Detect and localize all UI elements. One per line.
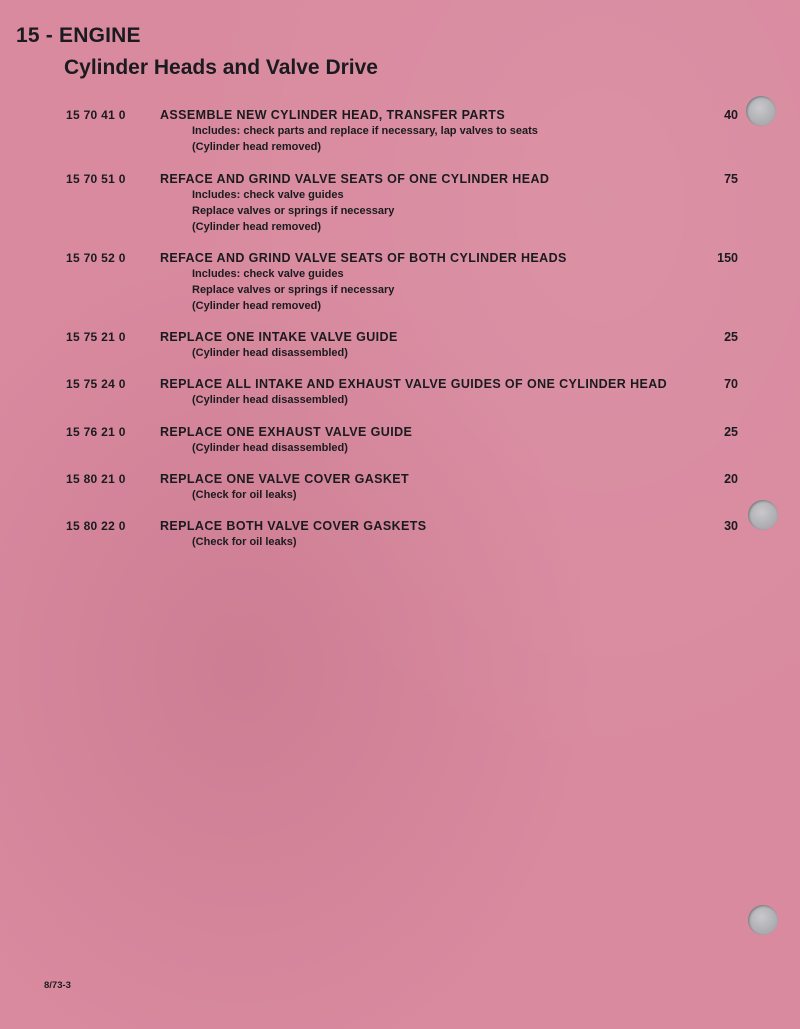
operation-code: 15 80 22 0 [66, 519, 126, 533]
operation-title: REFACE AND GRIND VALVE SEATS OF ONE CYLINDER HEAD [160, 172, 550, 186]
operation-note: Includes: check valve guides [192, 268, 344, 280]
operation-code: 15 75 24 0 [66, 377, 126, 391]
operation-code: 15 70 41 0 [66, 108, 126, 122]
operation-title: REPLACE ONE INTAKE VALVE GUIDE [160, 330, 398, 344]
operation-time: 70 [724, 377, 738, 391]
operation-title: REPLACE ONE EXHAUST VALVE GUIDE [160, 425, 413, 439]
operation-time: 150 [717, 251, 738, 265]
operation-time: 75 [724, 172, 738, 186]
operation-note: (Cylinder head removed) [192, 221, 321, 233]
subsection-title: Cylinder Heads and Valve Drive [64, 56, 378, 79]
operation-note: (Cylinder head disassembled) [192, 394, 348, 406]
operation-title: ASSEMBLE NEW CYLINDER HEAD, TRANSFER PARTS [160, 108, 506, 122]
operation-note: (Check for oil leaks) [192, 489, 297, 501]
operation-code: 15 75 21 0 [66, 330, 126, 344]
operation-title: REFACE AND GRIND VALVE SEATS OF BOTH CYLINDER HEADS [160, 251, 567, 265]
operation-code: 15 76 21 0 [66, 425, 126, 439]
operation-note: Includes: check parts and replace if necessary, lap valves to seats [192, 125, 538, 137]
operation-time: 40 [724, 108, 738, 122]
operation-code: 15 70 51 0 [66, 172, 126, 186]
operation-time: 25 [724, 330, 738, 344]
operation-note: Replace valves or springs if necessary [192, 205, 395, 217]
binder-hole [748, 500, 778, 530]
operation-note: (Cylinder head removed) [192, 141, 321, 153]
operation-time: 25 [724, 425, 738, 439]
operation-note: (Cylinder head removed) [192, 300, 321, 312]
operation-title: REPLACE ONE VALVE COVER GASKET [160, 472, 410, 486]
operation-title: REPLACE ALL INTAKE AND EXHAUST VALVE GUIDES OF ONE CYLINDER HEAD [160, 377, 668, 391]
operation-note: (Cylinder head disassembled) [192, 347, 348, 359]
binder-hole [746, 96, 776, 126]
operation-note: (Cylinder head disassembled) [192, 442, 348, 454]
operation-note: Includes: check valve guides [192, 189, 344, 201]
page-footer: 8/73-3 [44, 980, 71, 991]
binder-hole [748, 905, 778, 935]
operation-code: 15 70 52 0 [66, 251, 126, 265]
operation-time: 30 [724, 519, 738, 533]
operation-note: Replace valves or springs if necessary [192, 284, 395, 296]
operation-time: 20 [724, 472, 738, 486]
operation-note: (Check for oil leaks) [192, 536, 297, 548]
section-title: 15 - ENGINE [16, 24, 141, 47]
operation-code: 15 80 21 0 [66, 472, 126, 486]
operation-title: REPLACE BOTH VALVE COVER GASKETS [160, 519, 427, 533]
